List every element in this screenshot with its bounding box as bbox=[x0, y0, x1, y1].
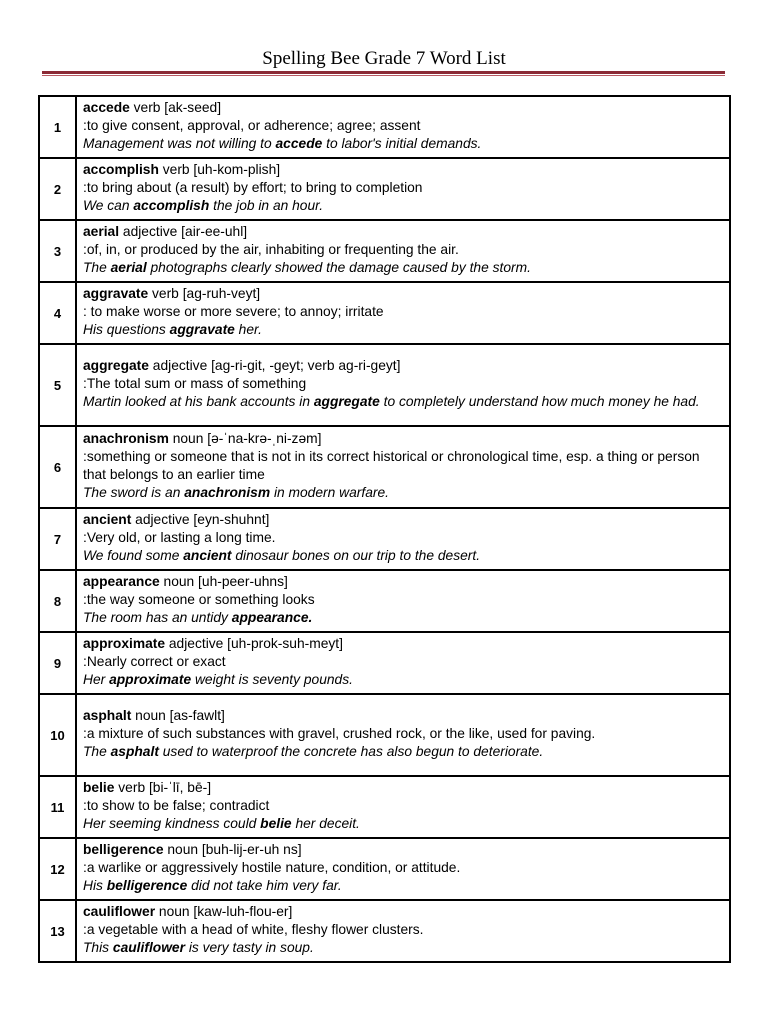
table-row bbox=[39, 282, 730, 344]
entry-word: appearance bbox=[83, 574, 160, 589]
table-row bbox=[39, 900, 730, 962]
entry-definition: :to bring about (a result) by effort; to bring to completion bbox=[83, 180, 423, 195]
table-row bbox=[39, 508, 730, 570]
entry-pronunciation: adjective [eyn-shuhnt] bbox=[131, 512, 270, 527]
entry-number: 8 bbox=[39, 570, 76, 632]
entry-pronunciation: noun [uh-peer-uhns] bbox=[159, 574, 288, 589]
entry-headword-line bbox=[83, 223, 725, 241]
example-text: The bbox=[83, 744, 111, 759]
example-word: asphalt bbox=[110, 744, 159, 759]
entry-cell bbox=[76, 220, 730, 282]
entry-headword-line bbox=[83, 285, 725, 303]
entry-cell bbox=[76, 96, 730, 158]
example-word: appearance. bbox=[231, 610, 313, 625]
example-text: We can bbox=[83, 198, 134, 213]
entry-headword-line bbox=[83, 511, 725, 529]
entry-cell bbox=[76, 838, 730, 900]
entry-word: approximate bbox=[83, 636, 166, 651]
entry-headword-line bbox=[83, 99, 725, 117]
entry-cell bbox=[76, 900, 730, 962]
entry-definition: :to show to be false; contradict bbox=[83, 798, 270, 813]
example-word: aerial bbox=[110, 260, 147, 275]
entry-word: asphalt bbox=[83, 708, 132, 723]
table-row bbox=[39, 158, 730, 220]
entry-example bbox=[83, 547, 725, 565]
example-word: accomplish bbox=[133, 198, 210, 213]
entry-number: 5 bbox=[39, 344, 76, 426]
example-word: aggregate bbox=[313, 394, 380, 409]
table-row bbox=[39, 694, 730, 776]
entry-cell bbox=[76, 632, 730, 694]
example-text: weight is seventy pounds. bbox=[191, 672, 353, 687]
entry-headword-line bbox=[83, 357, 725, 375]
entry-example bbox=[83, 743, 725, 761]
entry-example bbox=[83, 135, 725, 153]
entry-cell bbox=[76, 570, 730, 632]
entry-headword-line bbox=[83, 635, 725, 653]
example-text: We found some bbox=[83, 548, 184, 563]
entry-number: 3 bbox=[39, 220, 76, 282]
entry-pronunciation: noun [as-fawlt] bbox=[131, 708, 225, 723]
entry-example bbox=[83, 484, 725, 502]
table-row bbox=[39, 344, 730, 426]
example-word: ancient bbox=[183, 548, 232, 563]
entry-example bbox=[83, 609, 725, 627]
page-title: Spelling Bee Grade 7 Word List bbox=[262, 48, 506, 69]
entry-pronunciation: noun [buh-lij-er-uh ns] bbox=[163, 842, 302, 857]
example-text: photographs clearly showed the damage caused by the storm. bbox=[146, 260, 531, 275]
entry-example bbox=[83, 877, 725, 895]
entry-pronunciation: adjective [air-ee-uhl] bbox=[119, 224, 248, 239]
entry-headword-line bbox=[83, 841, 725, 859]
example-text: to labor's initial demands. bbox=[322, 136, 482, 151]
entry-number: 13 bbox=[39, 900, 76, 962]
example-word: approximate bbox=[109, 672, 192, 687]
entry-pronunciation: verb [bi-ˈlī, bē-] bbox=[114, 780, 212, 795]
entry-word: accede bbox=[83, 100, 130, 115]
entry-number: 2 bbox=[39, 158, 76, 220]
table-row bbox=[39, 570, 730, 632]
entry-number: 10 bbox=[39, 694, 76, 776]
entry-definition: :a warlike or aggressively hostile nature, condition, or attitude. bbox=[83, 860, 461, 875]
entry-pronunciation: noun [ə-ˈna-krə-ˌni-zəm] bbox=[168, 431, 322, 446]
entry-cell bbox=[76, 426, 730, 508]
example-text: Martin looked at his bank accounts in bbox=[83, 394, 314, 409]
entry-definition: :Very old, or lasting a long time. bbox=[83, 530, 276, 545]
entry-headword-line bbox=[83, 573, 725, 591]
entry-example bbox=[83, 321, 725, 339]
entry-definition: :a mixture of such substances with gravel, crushed rock, or the like, used for paving. bbox=[83, 726, 596, 741]
table-row bbox=[39, 776, 730, 838]
entry-pronunciation: verb [ag-ruh-veyt] bbox=[148, 286, 261, 301]
entry-word: belie bbox=[83, 780, 115, 795]
example-text: The room has an untidy bbox=[83, 610, 232, 625]
entry-word: ancient bbox=[83, 512, 132, 527]
example-word: belligerence bbox=[106, 878, 188, 893]
entry-number: 7 bbox=[39, 508, 76, 570]
entry-cell bbox=[76, 158, 730, 220]
example-text: His questions bbox=[83, 322, 170, 337]
example-text: did not take him very far. bbox=[187, 878, 342, 893]
entry-pronunciation: noun [kaw-luh-flou-er] bbox=[155, 904, 293, 919]
entry-example bbox=[83, 671, 725, 689]
example-word: belie bbox=[260, 816, 292, 831]
entry-word: aggravate bbox=[83, 286, 149, 301]
entry-definition: :a vegetable with a head of white, fleshy flower clusters. bbox=[83, 922, 424, 937]
entry-number: 11 bbox=[39, 776, 76, 838]
example-text: Management was not willing to bbox=[83, 136, 276, 151]
example-text: The bbox=[83, 260, 111, 275]
entry-headword-line bbox=[83, 903, 725, 921]
example-text: dinosaur bones on our trip to the desert. bbox=[231, 548, 481, 563]
table-row bbox=[39, 838, 730, 900]
example-text: This bbox=[83, 940, 113, 955]
entry-headword-line bbox=[83, 430, 725, 448]
entry-number: 9 bbox=[39, 632, 76, 694]
entry-definition: : to make worse or more severe; to annoy; irritate bbox=[83, 304, 384, 319]
entry-pronunciation: verb [uh-kom-plish] bbox=[158, 162, 281, 177]
table-row bbox=[39, 426, 730, 508]
example-word: cauliflower bbox=[112, 940, 185, 955]
entry-pronunciation: adjective [uh-prok-suh-meyt] bbox=[165, 636, 343, 651]
example-text: The sword is an bbox=[83, 485, 185, 500]
example-text: her. bbox=[234, 322, 262, 337]
word-list-table bbox=[38, 95, 731, 963]
table-row bbox=[39, 632, 730, 694]
example-text: Her seeming kindness could bbox=[83, 816, 261, 831]
example-text: is very tasty in soup. bbox=[184, 940, 314, 955]
entry-pronunciation: adjective [ag-ri-git, -geyt; verb ag-ri-geyt] bbox=[148, 358, 401, 373]
entry-word: accomplish bbox=[83, 162, 159, 177]
entry-cell bbox=[76, 344, 730, 426]
entry-definition: :The total sum or mass of something bbox=[83, 376, 307, 391]
example-text: to completely understand how much money he had. bbox=[379, 394, 700, 409]
entry-word: aggregate bbox=[83, 358, 149, 373]
example-text: her deceit. bbox=[291, 816, 360, 831]
example-text: His bbox=[83, 878, 107, 893]
entry-word: anachronism bbox=[83, 431, 169, 446]
entry-cell bbox=[76, 694, 730, 776]
example-text: Her bbox=[83, 672, 110, 687]
entry-cell bbox=[76, 282, 730, 344]
example-word: anachronism bbox=[184, 485, 271, 500]
entry-number: 4 bbox=[39, 282, 76, 344]
entry-example bbox=[83, 939, 725, 957]
example-word: accede bbox=[275, 136, 323, 151]
entry-word: aerial bbox=[83, 224, 120, 239]
table-row bbox=[39, 96, 730, 158]
entry-word: cauliflower bbox=[83, 904, 156, 919]
entry-definition: :something or someone that is not in its correct historical or chronological time, esp. a thing or person that belongs to an earlier time bbox=[83, 449, 700, 482]
table-row bbox=[39, 220, 730, 282]
entry-number: 6 bbox=[39, 426, 76, 508]
entry-definition: :of, in, or produced by the air, inhabiting or frequenting the air. bbox=[83, 242, 459, 257]
entry-cell bbox=[76, 508, 730, 570]
title-divider-thin bbox=[42, 75, 725, 76]
entry-example bbox=[83, 393, 725, 411]
entry-headword-line bbox=[83, 707, 725, 725]
title-divider bbox=[42, 71, 725, 74]
entry-headword-line bbox=[83, 161, 725, 179]
entry-cell bbox=[76, 776, 730, 838]
entry-headword-line bbox=[83, 779, 725, 797]
example-text: used to waterproof the concrete has also begun to deteriorate. bbox=[158, 744, 544, 759]
entry-example bbox=[83, 815, 725, 833]
entry-number: 12 bbox=[39, 838, 76, 900]
entry-pronunciation: verb [ak-seed] bbox=[129, 100, 222, 115]
example-text: in modern warfare. bbox=[270, 485, 389, 500]
entry-definition: :Nearly correct or exact bbox=[83, 654, 226, 669]
entry-definition: :the way someone or something looks bbox=[83, 592, 315, 607]
entry-example bbox=[83, 259, 725, 277]
example-word: aggravate bbox=[169, 322, 235, 337]
entry-example bbox=[83, 197, 725, 215]
entry-number: 1 bbox=[39, 96, 76, 158]
entry-definition: :to give consent, approval, or adherence; agree; assent bbox=[83, 118, 421, 133]
example-text: the job in an hour. bbox=[209, 198, 324, 213]
entry-word: belligerence bbox=[83, 842, 164, 857]
